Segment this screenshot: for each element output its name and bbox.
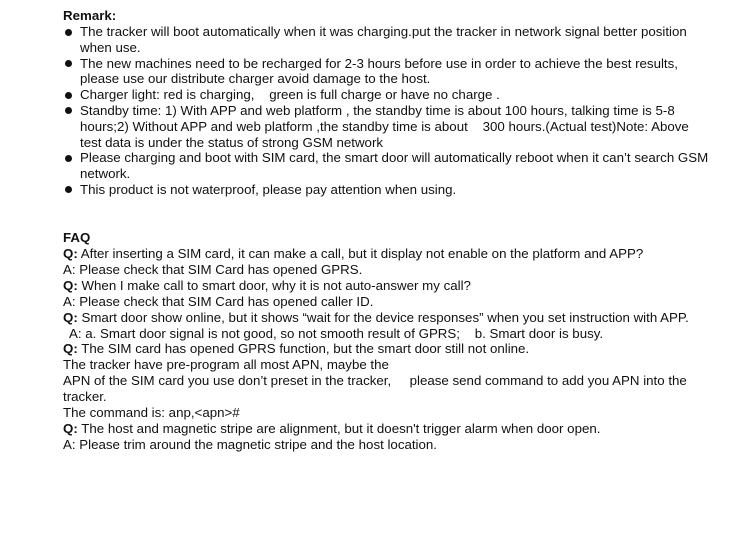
faq-answer: A: Please check that SIM Card has opened GPRS. [63, 261, 363, 277]
faq-question [63, 278, 713, 294]
remark-item-text: The tracker will boot automatically when it was charging.put the tracker in network signal better position when use. [80, 24, 687, 55]
remark-list [63, 24, 713, 198]
question-label: Q: [63, 341, 78, 357]
faq-question [63, 421, 713, 437]
question-text: When I make call to smart door, why it is not auto-answer my call? [81, 277, 471, 293]
bullet-icon [65, 186, 72, 193]
bullet-icon [65, 92, 72, 99]
faq-answer: The tracker have pre-program all most APN, maybe the [63, 357, 389, 373]
remark-heading: Remark: [63, 8, 117, 23]
remark-item-text: The new machines need to be recharged for 2-3 hours before use in order to achieve the best results, please use our distribute charger avoid damage to the host. [80, 55, 678, 87]
faq-section [63, 230, 713, 453]
question-label: Q: [63, 277, 78, 293]
remark-item [63, 24, 713, 56]
remark-item-text: Please charging and boot with SIM card, the smart door will automatically reboot when it can’t search GSM network. [80, 150, 709, 182]
question-label: Q: [63, 246, 78, 261]
faq-answer: A: Please trim around the magnetic stripe and the host location. [63, 436, 438, 452]
faq-answer: A: a. Smart door signal is not good, so not smooth result of GPRS; b. Smart door is busy. [69, 325, 604, 341]
remark-item [63, 103, 713, 150]
remark-item-text: This product is not waterproof, please pay attention when using. [80, 181, 457, 197]
faq-question [63, 246, 713, 262]
remark-item-text: Standby time: 1) With APP and web platform , the standby time is about 100 hours, talking time is 5-8 hours;2) Without APP and web platform ,the standby time is about 300 hours.(Actual test)Note: Above test data is under the status of strong GSM network [80, 102, 693, 150]
remark-item [63, 150, 713, 182]
faq-answer: A: Please check that SIM Card has opened caller ID. [63, 293, 374, 309]
faq-question [63, 341, 713, 357]
remark-item-text: Charger light: red is charging, green is full charge or have no charge . [80, 87, 500, 103]
faq-answer: The command is: anp,<apn># [63, 405, 240, 421]
question-text: The SIM card has opened GPRS function, but the smart door still not online. [81, 341, 530, 357]
faq-heading: FAQ [63, 230, 91, 245]
remark-item [63, 182, 713, 198]
question-text: The host and magnetic stripe are alignment, but it doesn't trigger alarm when door open. [81, 420, 601, 436]
remark-item [63, 56, 713, 88]
faq-answer: APN of the SIM card you use don’t preset in the tracker, please send command to add you APN into the tracker. [63, 373, 691, 405]
remark-item [63, 87, 713, 103]
question-text: Smart door show online, but it shows “wait for the device responses” when you set instruction with APP. [81, 309, 689, 325]
bullet-icon [65, 60, 72, 67]
question-text: After inserting a SIM card, it can make a call, but it display not enable on the platform and APP? [80, 246, 644, 261]
question-label: Q: [63, 309, 78, 325]
bullet-icon [65, 155, 72, 162]
faq-question [63, 310, 713, 326]
question-label: Q: [63, 420, 78, 436]
bullet-icon [65, 107, 72, 114]
bullet-icon [65, 29, 72, 36]
